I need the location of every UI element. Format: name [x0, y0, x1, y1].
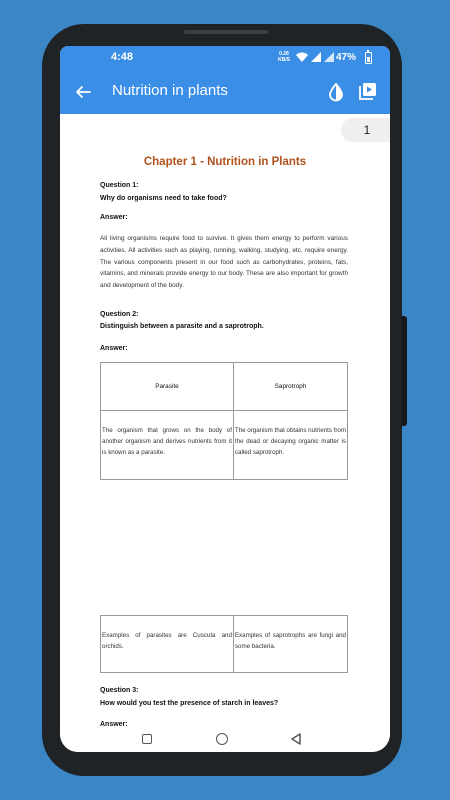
arrow-left-icon — [75, 84, 91, 100]
status-bar — [60, 46, 390, 70]
theme-toggle-button[interactable] — [326, 82, 346, 102]
phone-speaker — [184, 30, 268, 34]
page-title: Nutrition in plants — [112, 82, 228, 99]
wifi-icon — [296, 52, 308, 62]
question-1-text: Why do organisms need to take food? — [100, 195, 227, 202]
table-header-parasite: Parasite — [101, 363, 234, 410]
question-3-label: Question 3: — [100, 687, 139, 694]
answer-3-label: Answer: — [100, 721, 128, 728]
back-button[interactable] — [72, 81, 94, 103]
answer-2-label: Answer: — [100, 345, 128, 352]
page-list-button[interactable] — [358, 81, 378, 101]
table-cell: The organism that grows on the body of another organism and derives nutrients from it is known as a parasite. — [101, 411, 234, 479]
page-list-icon — [358, 81, 378, 101]
table-row — [101, 411, 347, 479]
signal-icon — [311, 52, 321, 62]
question-2-text: Distinguish between a parasite and a saprotroph. — [100, 323, 264, 330]
battery-icon — [365, 52, 372, 64]
answer-1-label: Answer: — [100, 214, 128, 221]
screen — [60, 46, 390, 752]
table-header-saprotroph: Saprotroph — [274, 383, 307, 390]
network-speed-unit: KB/S — [278, 57, 290, 63]
network-speed-value: 0.28 — [279, 51, 289, 57]
comparison-table — [100, 362, 348, 480]
pdf-viewer[interactable] — [60, 114, 390, 728]
page-number-badge[interactable]: 1 — [341, 118, 390, 142]
table-cell: The organism that obtains nutrients from the dead or decaying organic matter is called saprotroph. — [234, 427, 347, 456]
circle-icon[interactable] — [216, 733, 228, 745]
system-nav-bar — [60, 728, 390, 752]
app-bar — [60, 70, 390, 114]
network-speed — [278, 51, 290, 63]
pdf-page — [60, 114, 390, 728]
question-3-text: How would you test the presence of starch in leaves? — [100, 700, 279, 707]
signal-icon-2 — [324, 52, 334, 62]
question-2-label: Question 2: — [100, 311, 139, 318]
table-cell: Examples of parasites are Cuscuta and orchids. — [101, 616, 234, 672]
table-header-row — [101, 363, 347, 411]
question-1-label: Question 1: — [100, 182, 139, 189]
battery-percent: 47% — [336, 52, 357, 63]
answer-1-text: All living organisms require food to survive. It gives them energy to perform various activities. All activities such as playing, running, walking, studying, etc. require energy. The various components present in our food such as carbohydrates, proteins, fats, vitamins, and minerals provide energy to our body. These are also important for growth and development of the body. — [100, 235, 348, 290]
status-icons — [296, 52, 334, 62]
table-cell: Examples of saprotrophs are fungi and some bacteria. — [234, 632, 346, 650]
triangle-back-icon[interactable] — [290, 733, 302, 745]
square-icon[interactable] — [142, 734, 152, 744]
status-time: 4:48 — [111, 51, 134, 63]
contrast-drop-icon — [326, 82, 346, 102]
phone-side-button — [402, 316, 407, 426]
chapter-title: Chapter 1 - Nutrition in Plants — [143, 156, 307, 168]
comparison-table-continued — [100, 615, 348, 673]
